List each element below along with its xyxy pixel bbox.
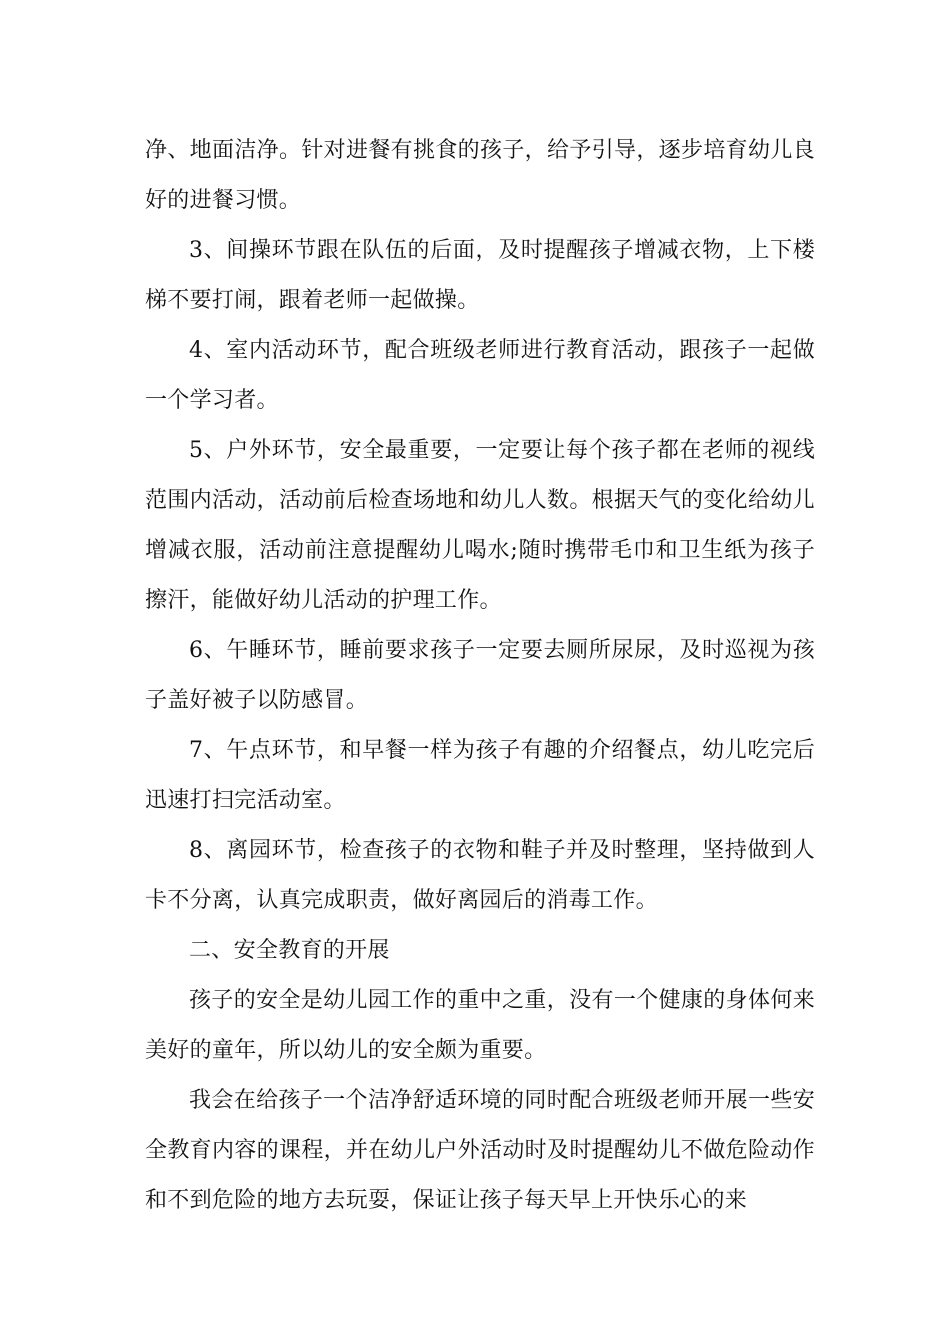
paragraph-meal-continued: 净、地面洁净。针对进餐有挑食的孩子，给予引导，逐步培育幼儿良好的进餐习惯。 [145, 138, 815, 213]
paragraph-outdoor-activity: 5、户外环节，安全最重要，一定要让每个孩子都在老师的视线范围内活动，活动前后检查场地和幼儿人数。根据天气的变化给幼儿增减衣服，活动前注意提醒幼儿喝水;随时携带毛巾和卫生纸为孩子擦汗，能做好幼儿活动的护理工作。 [145, 438, 815, 613]
paragraph-nap: 6、午睡环节，睡前要求孩子一定要去厕所尿尿，及时巡视为孩子盖好被子以防感冒。 [145, 638, 815, 713]
section-heading-safety: 二、安全教育的开展 [189, 938, 390, 963]
paragraph-safety-importance: 孩子的安全是幼儿园工作的重中之重，没有一个健康的身体何来美好的童年，所以幼儿的安全颇为重要。 [145, 988, 815, 1063]
paragraph-safety-courses: 我会在给孩子一个洁净舒适环境的同时配合班级老师开展一些安全教育内容的课程，并在幼儿户外活动时及时提醒幼儿不做危险动作和不到危险的地方去玩耍，保证让孩子每天早上开快乐心的来 [145, 1088, 815, 1213]
paragraph-snack: 7、午点环节，和早餐一样为孩子有趣的介绍餐点，幼儿吃完后迅速打扫完活动室。 [145, 738, 815, 813]
document-body [145, 126, 815, 1226]
paragraph-exercise: 3、间操环节跟在队伍的后面，及时提醒孩子增减衣物，上下楼梯不要打闹，跟着老师一起做操。 [145, 238, 815, 313]
paragraph-indoor-activity: 4、室内活动环节，配合班级老师进行教育活动，跟孩子一起做一个学习者。 [145, 338, 815, 413]
paragraph-departure: 8、离园环节，检查孩子的衣物和鞋子并及时整理，坚持做到人卡不分离，认真完成职责，做好离园后的消毒工作。 [145, 838, 815, 913]
